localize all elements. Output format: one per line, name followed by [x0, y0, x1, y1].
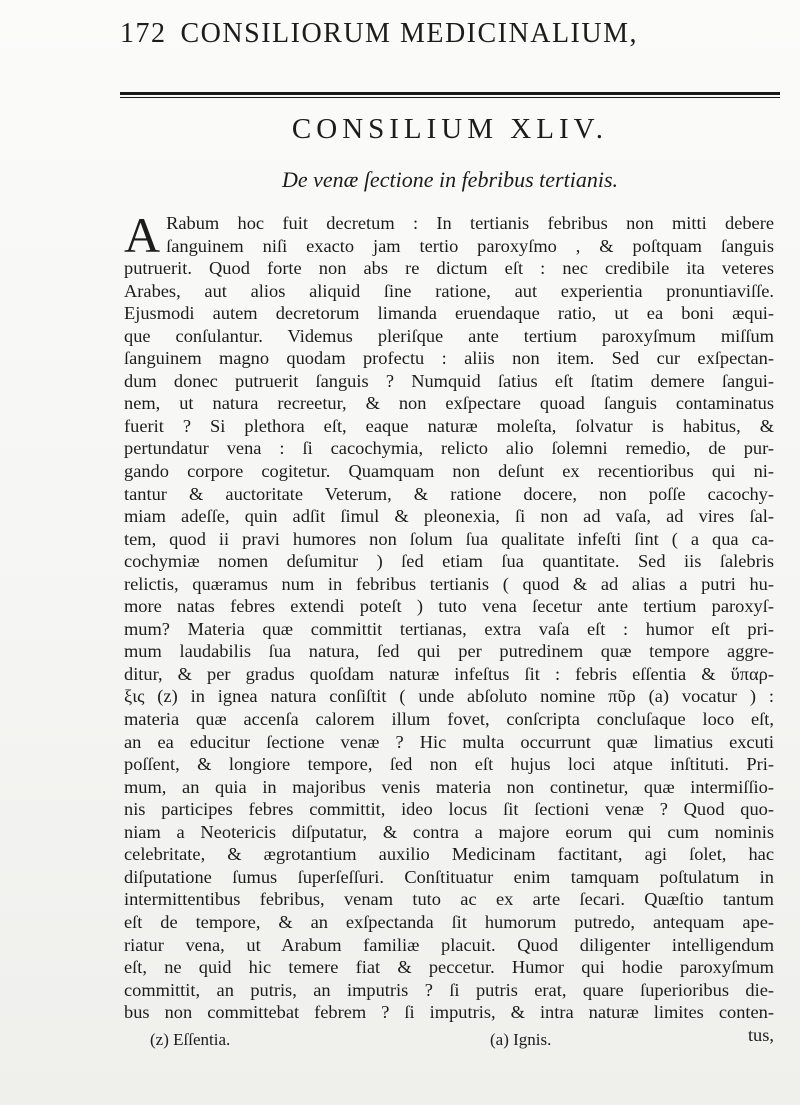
text-line: Rabum hoc fuit decretum : In tertianis febribus non mitti debere	[166, 213, 774, 233]
catchword: tus,	[747, 1024, 774, 1045]
drop-cap: A	[124, 207, 161, 263]
text-line: committit, an putris, an imputris ? ſi putris erat, quare ſuperioribus die-	[124, 979, 774, 1000]
header-rule-thick	[120, 92, 780, 95]
text-line: diſputatione ſumus ſuperſeſſuri. Conſtituatur enim tamquam poſtulatum in	[124, 866, 774, 887]
consilium-title: CONSILIUM XLIV.	[291, 113, 609, 145]
footnote-a: (a) Ignis.	[490, 1030, 552, 1049]
text-line: eſt de tempore, & an exſpectanda ſit humorum putredo, antequam ape-	[124, 911, 774, 932]
text-line: mum? Materia quæ committit tertianas, extra vaſa eſt : humor eſt pri-	[124, 618, 774, 639]
text-line: putruerit. Quod forte non abs re dictum eſt : nec credibile ita veteres	[124, 258, 774, 279]
text-line: Arabes, aut alios aliquid ſine ratione, aut experientia pronuntiaviſſe.	[124, 280, 774, 301]
text-line: pertundatur vena : ſi cacochymia, relicto alio ſolemni remedio, de pur-	[124, 438, 774, 459]
header-rule-thin	[120, 97, 780, 98]
text-line: materia quæ accenſa calorem illum fovet, conſcripta concluſaque loco eſt,	[124, 709, 774, 730]
text-line: eſt, ne quid hic temere fiat & peccetur. Humor qui hodie paroxyſmum	[124, 957, 774, 978]
page-number: 172	[120, 18, 167, 49]
text-line: more natas febres extendi poteſt ) tuto vena ſecetur ante tertium paroxyſ-	[124, 596, 774, 617]
text-line: niam a Neotericis diſputatur, & contra a majore eorum qui cum nominis	[124, 821, 774, 842]
text-line: nis participes febres committit, ideo locus ſit ſectioni venæ ? Quod quo-	[124, 799, 774, 820]
text-line: intermittentibus febribus, venam tuto ac ex arte ſecari. Quæſtio tantum	[124, 889, 774, 910]
text-line: ſanguinem magno quodam profectu : aliis non item. Sed cur exſpectan-	[124, 348, 774, 369]
running-title: CONSILIORUM MEDICINALIUM,	[180, 18, 638, 49]
running-header	[120, 18, 780, 62]
text-line: ditur, & per gradus quoſdam naturæ infeſtus ſit : febris eſſentia & ὕπαρ-	[124, 663, 774, 684]
text-line: mum laudabilis ſua natura, ſed qui per putredinem quæ tempore aggre-	[124, 641, 774, 662]
text-line: ξις (z) in ignea natura conſiſtit ( unde abſoluto nomine πῦρ (a) vocatur ) :	[124, 686, 774, 707]
consilium-subtitle: De venæ ſectione in febribus tertianis.	[281, 167, 619, 192]
text-line: tem, quod ii pravi humores non ſolum ſua qualitate infeſti ſint ( a qua ca-	[124, 528, 774, 549]
text-line: fuerit ? Si plethora eſt, eaque naturæ moleſta, ſolvatur is habitus, &	[124, 415, 774, 436]
text-line: bus non committebat febrem ? ſi imputris, & intra naturæ limites conten-	[124, 1002, 774, 1023]
text-line: celebritate, & ægrotantium auxilio Medicinam factitant, agi ſolet, hac	[124, 844, 774, 865]
text-line: ſanguinem niſi exacto jam tertio paroxyſmo , & poſtquam ſanguis	[166, 235, 774, 256]
text-line: miam adeſſe, quin adſit ſimul & pleonexia, ſi non ad vaſa, ad vires ſal-	[124, 506, 774, 527]
text-line: gando corpore cogitetur. Quamquam non deſunt ex recentioribus qui ni-	[124, 461, 774, 482]
text-line: relictis, quæramus num in febribus tertianis ( quod & ad alias a putri hu-	[124, 573, 774, 594]
text-line: poſſent, & longiore tempore, ſed non eſt hujus loci atque inſtituti. Pri-	[124, 754, 774, 775]
text-line: que conſulantur. Videmus pleriſque ante tertium paroxyſmum miſſum	[124, 325, 774, 346]
text-line: tantur & auctoritate Veterum, & ratione docere, non poſſe cacochy-	[124, 483, 774, 504]
footnotes	[150, 1030, 750, 1058]
body-text	[124, 207, 774, 1046]
text-line: nem, ut natura recreetur, & non exſpectare quoad ſanguis contaminatus	[124, 393, 774, 414]
text-line: cochymiæ nomen deſumitur ) ſed etiam ſua quantitate. Sed iis ſalebris	[124, 551, 774, 572]
text-line: mum, an quia in majoribus venis materia non continetur, quæ intermiſſio-	[124, 776, 774, 797]
footnote-z: (z) Eſſentia.	[150, 1030, 231, 1049]
text-line: dum donec putruerit ſanguis ? Numquid ſatius eſt ſtatim demere ſangui-	[124, 370, 774, 391]
text-line: an ea educitur ſectione venæ ? Hic multa occurrunt quæ limatius excuti	[124, 731, 774, 752]
text-line: riatur vena, ut Arabum familiæ placuit. Quod diligenter intelligendum	[124, 934, 774, 955]
text-line: Ejusmodi autem decretorum limanda eruendaque ratio, ut ea boni æqui-	[124, 303, 774, 324]
